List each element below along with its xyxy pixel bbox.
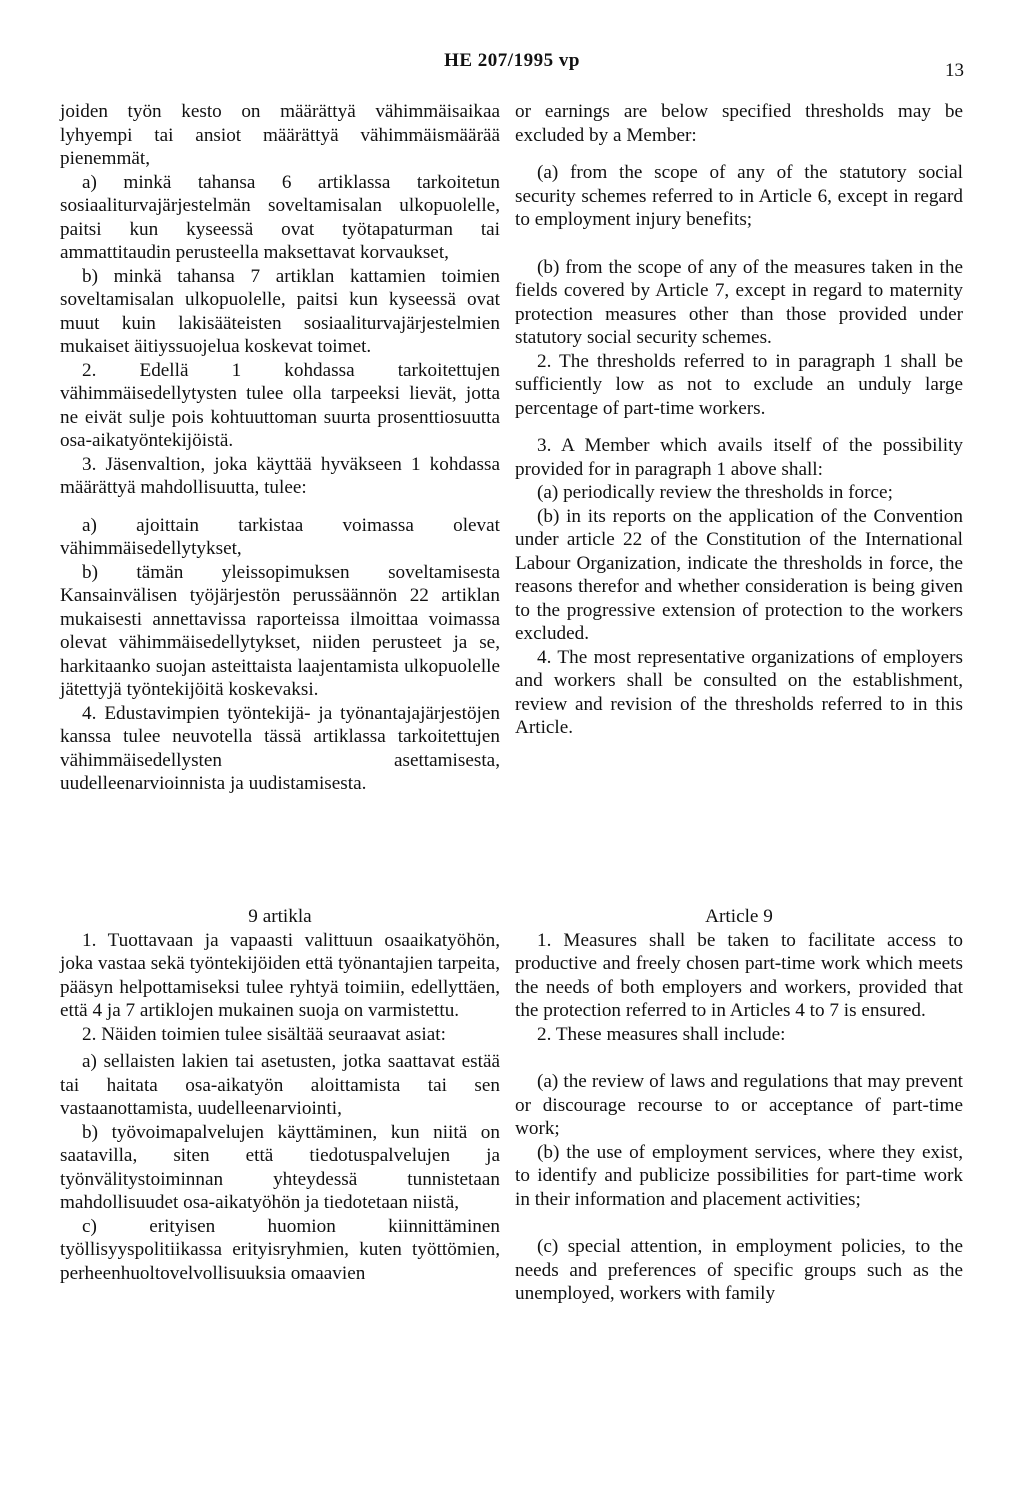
en-paragraph: 2. These measures shall include:: [537, 1023, 786, 1045]
fi-paragraph: b) tämän yleissopimuksen soveltamisesta Kansainvälisen työjärjestön perussäännön 22 artiklan mukaisesti annettavissa raporteissa ilmoittaa voimassa olevat vähimmäisedellytykset, niiden perusteet ja se, harkitaanko suojan asteittaista laajentamista ulkopuolelle jätettyjä työntekijöitä koskevaksi.: [60, 561, 500, 700]
en-paragraph: 2. The thresholds referred to in paragraph 1 shall be sufficiently low as not to exclude an unduly large percentage of part-time workers.: [515, 350, 963, 419]
fi-paragraph: 2. Edellä 1 kohdassa tarkoitettujen vähimmäisedellytysten tulee olla tarpeeksi lievät, jotta ne eivät sulje pois kohtuuttoman suurta prosenttiosuutta osa-aikatyöntekijöistä.: [60, 359, 500, 451]
fi-paragraph: a) sellaisten lakien tai asetusten, jotka saattavat estää tai haitata osa-aikatyön aloittamista tai sen vastaanottamista, uudelleenarviointi,: [60, 1051, 500, 1119]
finnish-column-top: [60, 100, 500, 796]
english-article-9: [515, 905, 963, 1306]
fi-paragraph: a) ajoittain tarkistaa voimassa olevat vähimmäisedellytykset,: [60, 514, 500, 559]
fi-paragraph: 4. Edustavimpien työntekijä- ja työnantajajärjestöjen kanssa tulee neuvotella tässä artiklassa tarkoitettujen vähimmäisedellysten asettamisesta, uudelleenarvioinnista ja uudistamisesta.: [60, 702, 500, 794]
en-paragraph: (a) from the scope of any of the statutory social security schemes referred to in Article 6, except in regard to employment injury benefits;: [515, 162, 963, 230]
fi-paragraph: 3. Jäsenvaltion, joka käyttää hyväkseen 1 kohdassa määrättyä mahdollisuutta, tulee:: [60, 453, 500, 498]
fi-paragraph: a) minkä tahansa 6 artiklassa tarkoitetun sosiaaliturvajärjestelmän soveltamisalan ulkopuolelle, paitsi kun kyseessä ovat työtapaturman tai ammattitaudin perusteella maksettavat korvaukset,: [60, 171, 500, 263]
fi-paragraph: joiden työn kesto on määrättyä vähimmäisaikaa lyhyempi tai ansiot määrättyä vähimmäismäärää pienemmät,: [60, 101, 500, 169]
fi-article-heading: 9 artikla: [248, 906, 312, 927]
en-paragraph: (c) special attention, in employment policies, to the needs and preferences of specific groups such as the unemployed, workers with family: [515, 1236, 963, 1304]
page-number: 13: [945, 60, 964, 81]
en-paragraph: (b) in its reports on the application of the Convention under article 22 of the Constitution of the International Labour Organization, indicate the thresholds in force, the reasons therefor and whether consideration is being given to the progressive extension of protection to the workers excluded.: [515, 505, 963, 644]
en-paragraph: 4. The most representative organizations of employers and workers shall be consulted on the establishment, review and revision of the thresholds referred to in this Article.: [515, 646, 963, 738]
fi-paragraph: 2. Näiden toimien tulee sisältää seuraavat asiat:: [82, 1023, 446, 1045]
en-paragraph: 1. Measures shall be taken to facilitate access to productive and freely chosen part-time work which meets the needs of both employers and workers, provided that the protection referred to in Articles 4 to 7 is ensured.: [515, 929, 963, 1021]
document-header-title: HE 207/1995 vp: [444, 50, 580, 71]
en-article-heading: Article 9: [705, 906, 773, 927]
finnish-article-9: [60, 905, 500, 1285]
en-paragraph: (a) periodically review the thresholds in force;: [537, 482, 893, 503]
en-paragraph: (a) the review of laws and regulations that may prevent or discourage recourse to or acceptance of part-time work;: [515, 1071, 963, 1139]
en-paragraph: or earnings are below specified thresholds may be excluded by a Member:: [515, 101, 963, 146]
en-paragraph: 3. A Member which avails itself of the possibility provided for in paragraph 1 above shall:: [515, 435, 963, 480]
fi-paragraph: c) erityisen huomion kiinnittäminen työllisyyspolitiikassa erityisryhmien, kuten työttömien, perheenhuoltovelvollisuuksia omaavien: [60, 1215, 500, 1284]
fi-paragraph: 1. Tuottavaan ja vapaasti valittuun osaaikatyöhön, joka vastaa sekä työntekijöiden että työnantajien tarpeita, pääsyn helpottamiseksi tulee ryhtyä toimiin, edellyttäen, että 4 ja 7 artiklojen mukainen suoja on varmistettu.: [60, 929, 500, 1021]
fi-paragraph: b) työvoimapalvelujen käyttäminen, kun niitä on saatavilla, siten että tiedotuspalvelujen ja työnvälitystoiminnan yhteydessä tunnistetaan mahdollisuudet osa-aikatyöhön ja tiedotetaan niistä,: [60, 1121, 500, 1213]
en-paragraph: (b) from the scope of any of the measures taken in the fields covered by Article 7, except in regard to maternity protection measures other than those provided under statutory social security schemes.: [515, 256, 963, 348]
en-paragraph: (b) the use of employment services, where they exist, to identify and publicize possibilities for part-time work in their information and placement activities;: [515, 1141, 963, 1210]
english-column-top: [515, 100, 963, 740]
fi-paragraph: b) minkä tahansa 7 artiklan kattamien toimien soveltamisalan ulkopuolelle, paitsi kun kyseessä ovat muut kuin lakisääteisten sosiaaliturvajärjestelmien mukaiset äitiyssuojelua koskevat toimet.: [60, 265, 500, 357]
